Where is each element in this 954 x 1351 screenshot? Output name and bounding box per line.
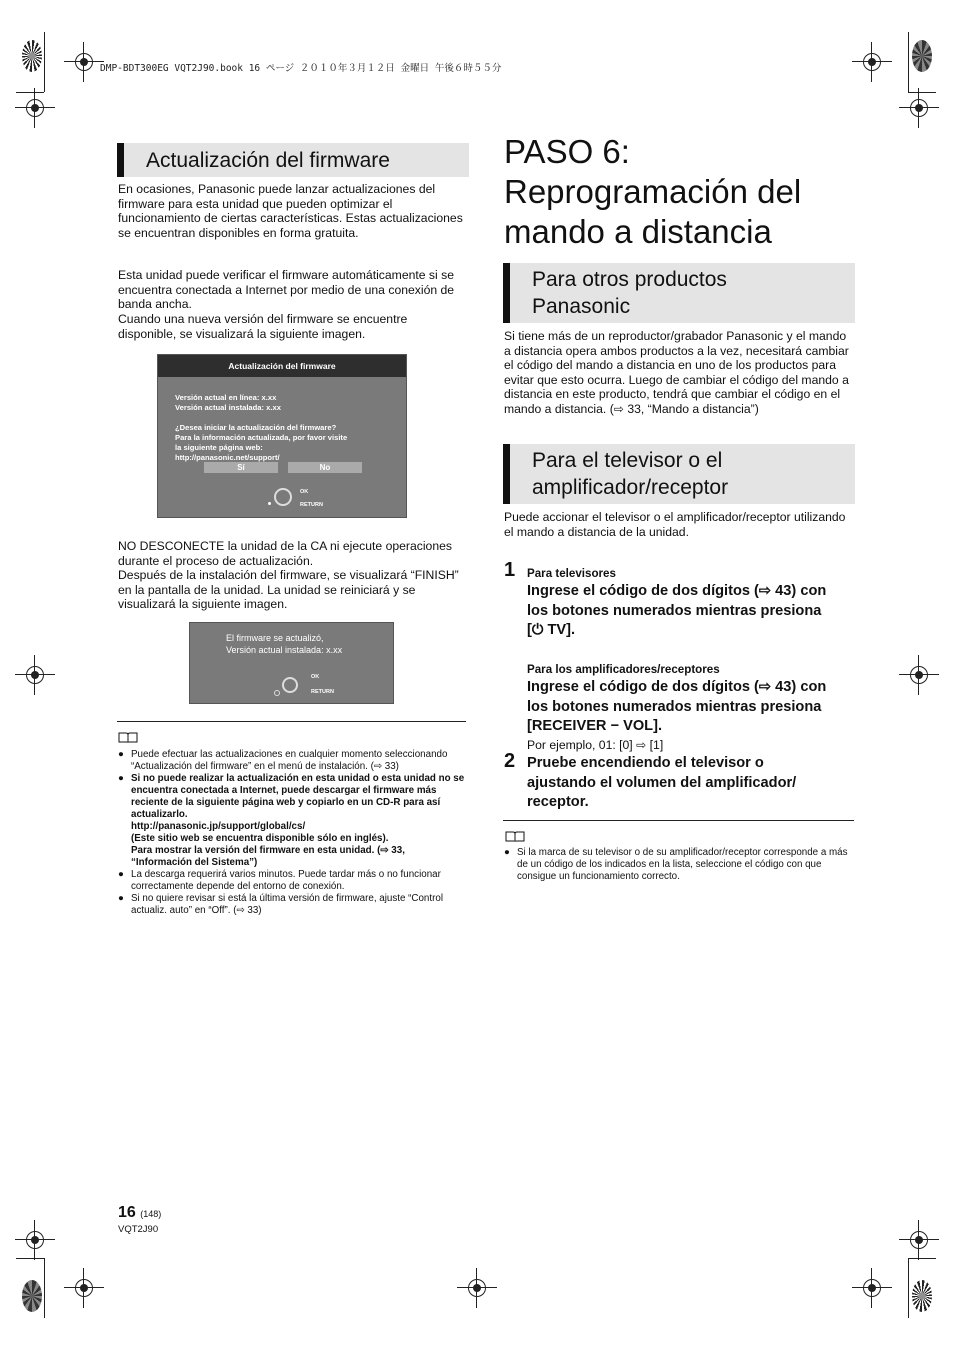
ok-label: OK <box>300 489 309 495</box>
dot-icon <box>274 690 280 696</box>
note-item: ● Si no puede realizar la actualización en esta unidad o esta unidad no se encuentra conectada a Internet, puede descargar el firmware más reciente de la siguiente página web y copiarlo en un CD-R para así actualizarlo. http://panasonic.jp/support/global/cs/ (Este sitio web se encuentra disponible sólo en inglés). Para mostrar la versión del firmware en esta unidad. (⇨ 33, “Información del Sistema”) <box>118 773 465 868</box>
page-number: 16 (148) <box>118 1204 162 1221</box>
firmware-after-install: Después de la instalación del firmware, se visualizará “FINISH” en la pantalla de la unidad. La unidad se reiniciará y se visualizará la siguiente imagen. <box>118 568 459 612</box>
screen-line: ¿Desea iniciar la actualización del firmware? <box>175 423 337 432</box>
registration-mark-icon <box>23 1228 47 1252</box>
return-label: RETURN <box>300 502 323 508</box>
crop-line <box>44 32 45 92</box>
ok-label: OK <box>311 674 320 680</box>
screen-line: la siguiente página web: <box>175 443 263 452</box>
tv-amplifier-text: Puede accionar el televisor o el amplificador/receptor utilizando el mando a distancia de la unidad. <box>504 510 846 539</box>
no-button[interactable]: No <box>288 462 362 473</box>
registration-mark-icon <box>72 1276 96 1300</box>
section-title-firmware <box>117 143 469 177</box>
registration-mark-icon <box>907 1228 931 1252</box>
crop-line <box>44 1258 45 1318</box>
download-url: http://panasonic.jp/support/global/cs/ <box>131 821 306 832</box>
screen-line: Para la información actualizada, por favor visite <box>175 433 348 442</box>
yes-button[interactable]: Sí <box>204 462 278 473</box>
registration-mark-icon <box>72 50 96 74</box>
dot-icon <box>268 502 271 505</box>
registration-mark-icon <box>465 1276 489 1300</box>
registration-mark-icon <box>860 1276 884 1300</box>
step-number: 1 <box>504 559 516 581</box>
other-products-text: Si tiene más de un reproductor/grabador Panasonic y el mando a distancia opera ambos productos a la vez, necesitará cambiar el código del mando a distancia en uno de los productos para evitar que esto ocurra. Luego de cambiar el código del mando a distancia en este producto, tendrá que cambiar el código en el mando a distancia. (⇨ 33, “Mando a distancia”) <box>504 329 849 416</box>
page-title: PASO 6: Reprogramación del mando a distancia <box>504 133 802 250</box>
dpad-icon <box>282 677 298 693</box>
step-instruction: Ingrese el código de dos dígitos (⇨ 43) con los botones numerados mientras presiona [⏻ TV]. <box>527 583 827 638</box>
screen-url: http://panasonic.net/support/ <box>175 453 280 462</box>
section-title-text: Actualización del firmware <box>146 148 390 172</box>
step-instruction: Pruebe encendiendo el televisor o ajustando el volumen del amplificador/ receptor. <box>527 755 797 810</box>
dpad-icon <box>274 488 292 506</box>
document-code: VQT2J90 <box>118 1224 159 1235</box>
screen-line: Versión actual instalada: x.xx <box>226 645 343 655</box>
screen-title: Actualización del firmware <box>158 355 406 377</box>
notes-rule <box>503 820 854 821</box>
section-title-other-products: Para otros productos Panasonic <box>503 263 855 323</box>
note-item: ● Si no quiere revisar si está la última versión de firmware, ajuste “Control actualiz. auto” en “Off”. (⇨ 33) <box>118 893 443 916</box>
remote-notes <box>504 847 854 883</box>
firmware-intro: En ocasiones, Panasonic puede lanzar actualizaciones del firmware para esta unidad que pueden optimizar el funcionamiento de ciertas características. Estas actualizaciones se encuentran disponibles en forma gratuita. <box>118 182 463 240</box>
notes-rule <box>117 721 466 722</box>
crop-line <box>908 32 909 92</box>
firmware-update-screen <box>157 354 407 518</box>
firmware-auto-check: Esta unidad puede verificar el firmware automáticamente si se encuentra conectada a Internet por medio de una conexión de banda ancha. <box>118 268 455 312</box>
color-wheel-icon <box>912 1280 932 1312</box>
step-number: 2 <box>504 750 516 772</box>
registration-mark-icon <box>907 96 931 120</box>
step-example: Por ejemplo, 01: [0] ⇨ [1] <box>527 738 664 752</box>
note-item: ● Puede efectuar las actualizaciones en cualquier momento seleccionando “Actualización del firmware” en el menú de instalación. (⇨ 33) <box>118 749 448 772</box>
firmware-updated-screen <box>189 622 394 704</box>
step-instruction: Ingrese el código de dos dígitos (⇨ 43) con los botones numerados mientras presiona [RECEIVER − VOL]. <box>527 679 827 734</box>
return-label: RETURN <box>311 689 334 695</box>
crop-line <box>908 1258 936 1259</box>
firmware-warning: NO DESCONECTE la unidad de la CA ni ejecute operaciones durante el proceso de actualización. <box>118 539 452 568</box>
book-note-icon <box>118 730 138 741</box>
crop-line <box>16 1258 44 1259</box>
note-item: ● Si la marca de su televisor o de su amplificador/receptor corresponde a más de un código de los indicados en la lista, seleccione el código con que consigue un funcionamiento correcto. <box>504 847 848 882</box>
crop-line <box>908 1258 909 1318</box>
crop-line <box>908 92 936 93</box>
crop-line <box>16 92 44 93</box>
firmware-notes <box>118 749 466 917</box>
registration-mark-icon <box>23 663 47 687</box>
book-info: DMP-BDT300EG VQT2J90.book 16 ページ ２０１０年３月１２日 金曜日 午後６時５５分 <box>100 63 502 74</box>
screen-line: Versión actual en línea: x.xx <box>175 393 277 402</box>
color-wheel-icon <box>912 40 932 72</box>
color-wheel-icon <box>22 40 42 72</box>
note-item: ● La descarga requerirá varios minutos. Puede tardar más o no funcionar correctamente depende del entorno de conexión. <box>118 869 441 892</box>
screen-line: El firmware se actualizó, <box>226 633 324 643</box>
registration-mark-icon <box>860 50 884 74</box>
book-note-icon <box>505 829 525 840</box>
color-wheel-icon <box>22 1280 42 1312</box>
step-sublabel: Para televisores <box>527 567 616 580</box>
section-title-tv-amplifier: Para el televisor o el amplificador/receptor <box>503 444 855 504</box>
step-sublabel: Para los amplificadores/receptores <box>527 663 720 676</box>
firmware-new-version: Cuando una nueva versión del firmware se encuentre disponible, se visualizará la siguiente imagen. <box>118 312 408 341</box>
registration-mark-icon <box>23 96 47 120</box>
screen-line: Versión actual instalada: x.xx <box>175 403 281 412</box>
registration-mark-icon <box>907 663 931 687</box>
